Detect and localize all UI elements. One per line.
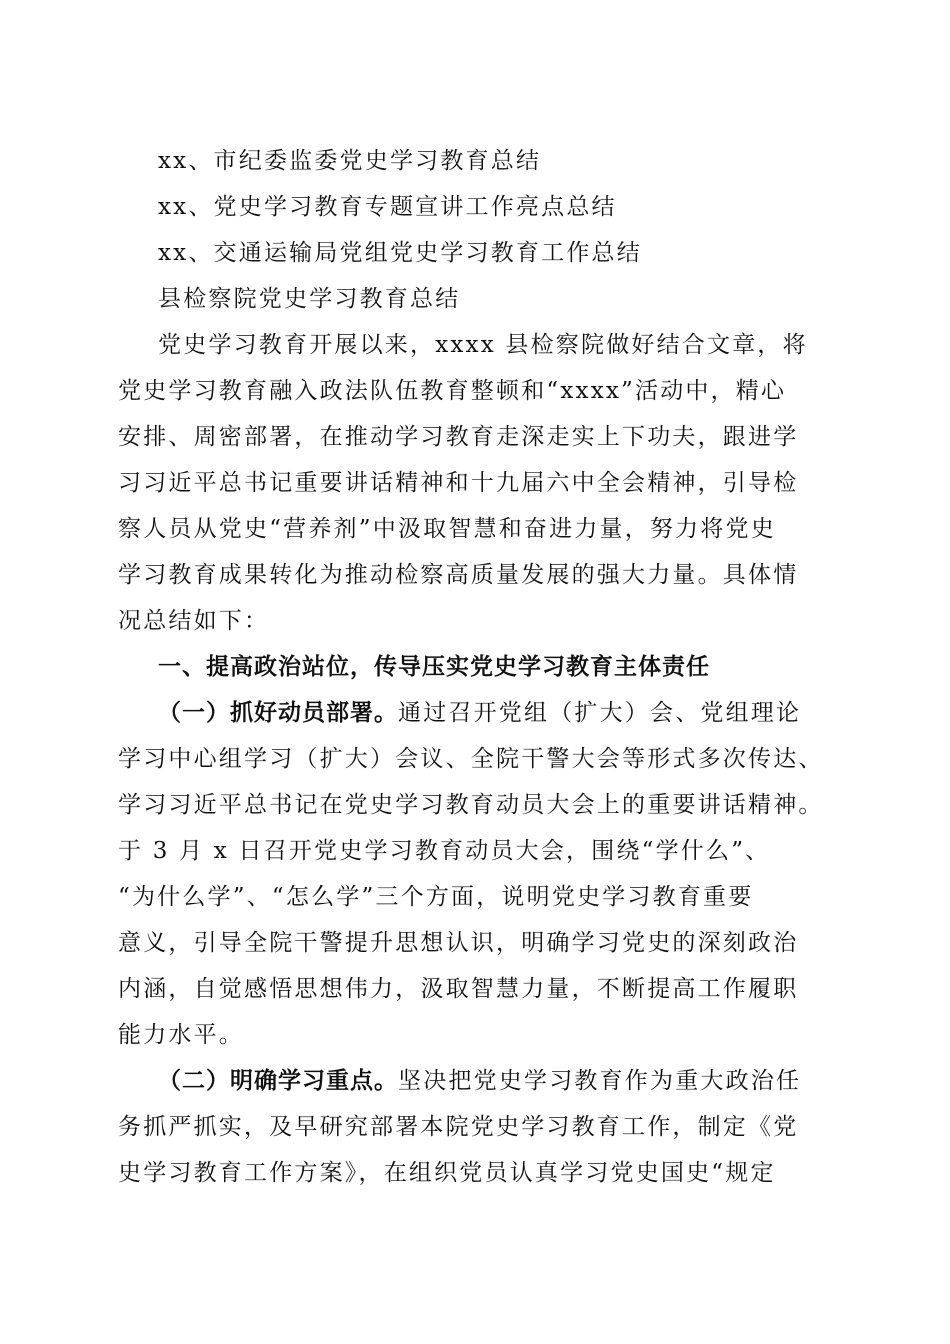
item-2-first-line: [158, 1058, 830, 1104]
intro-line-5: 察人员从党史“营养剂”中汲取智慧和奋进力量，努力将党史: [118, 516, 776, 542]
item-1-first-line: [158, 690, 830, 736]
intro-line-7: 况总结如下：: [118, 608, 270, 634]
document-title: 县检察院党史学习教育总结: [158, 286, 461, 312]
item-2-lead: （二）明确学习重点。: [158, 1068, 398, 1094]
related-title-1: xx、市纪委监委党史学习教育总结: [158, 148, 542, 174]
item-1-line-2: 学习中心组学习（扩大）会议、全院干警大会等形式多次传达、: [118, 746, 824, 772]
item-1-line-3: 学习习近平总书记在党史学习教育动员大会上的重要讲话精神。: [118, 792, 824, 818]
item-1-line-4: 于 3 月 x 日召开党史学习教育动员大会，围绕“学什么”、: [118, 838, 771, 864]
item-2-line-3: 史学习教育工作方案》，在组织党员认真学习党史国史“规定: [118, 1160, 776, 1186]
item-1-lead: （一）抓好动员部署。: [158, 700, 398, 726]
intro-line-4: 习习近平总书记重要讲话精神和十九届六中全会精神，引导检: [118, 470, 799, 496]
intro-line-6: 学习教育成果转化为推动检察高质量发展的强大力量。具体情: [118, 562, 799, 588]
related-title-2: xx、党史学习教育专题宣讲工作亮点总结: [158, 194, 617, 220]
item-1-line-5: “为什么学”、“怎么学”三个方面，说明党史学习教育重要: [118, 884, 754, 910]
intro-line-3: 安排、周密部署，在推动学习教育走深走实上下功夫，跟进学: [118, 424, 799, 450]
item-1-first-line-rest: 通过召开党组（扩大）会、党组理论: [398, 700, 802, 726]
section-1-heading: 一、提高政治站位，传导压实党史学习教育主体责任: [158, 654, 710, 680]
intro-line-2: 党史学习教育融入政法队伍教育整顿和“xxxx”活动中，精心: [118, 378, 787, 404]
item-1-line-6: 意义，引导全院干警提升思想认识，明确学习党史的深刻政治: [118, 930, 799, 956]
item-2-first-line-rest: 坚决把党史学习教育作为重大政治任: [398, 1068, 802, 1094]
item-2-line-2: 务抓严抓实，及早研究部署本院党史学习教育工作，制定《党: [118, 1114, 799, 1140]
related-title-3: xx、交通运输局党组党史学习教育工作总结: [158, 240, 642, 266]
item-1-line-7: 内涵，自觉感悟思想伟力，汲取智慧力量，不断提高工作履职: [118, 976, 799, 1002]
item-1-line-8: 能力水平。: [118, 1022, 244, 1048]
intro-line-1: 党史学习教育开展以来，xxxx 县检察院做好结合文章，将: [158, 332, 808, 358]
